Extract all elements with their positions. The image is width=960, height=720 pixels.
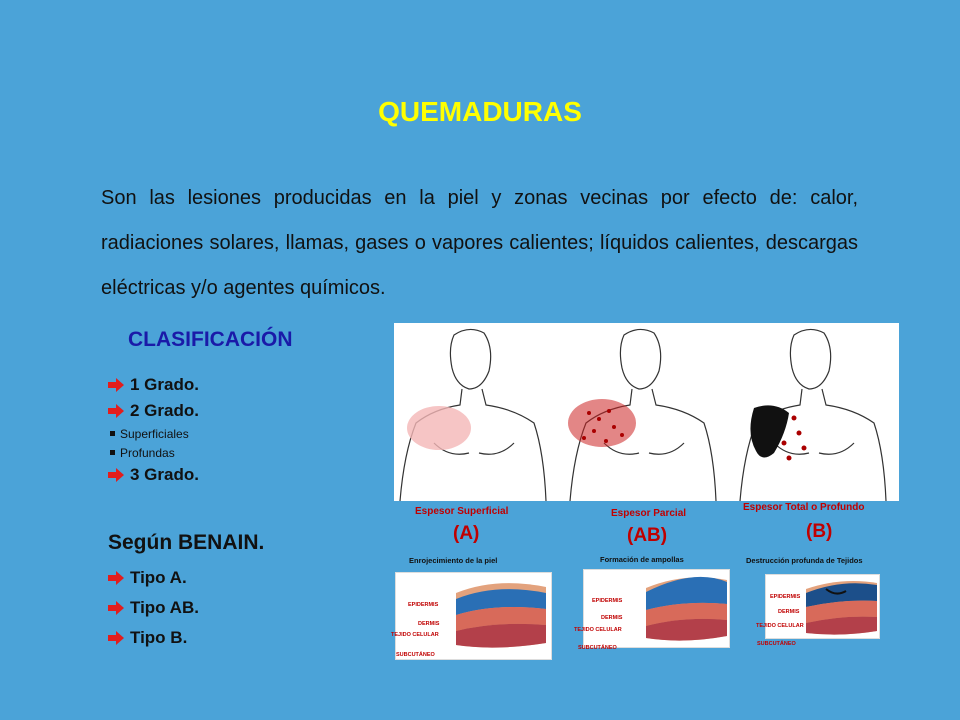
red-arrow-icon — [108, 631, 124, 645]
bullet-icon — [110, 450, 115, 455]
skin-layers-drawing — [584, 570, 729, 647]
sub-item-profundas — [108, 443, 199, 462]
layer-label-tejido-b: TEJIDO CELULAR — [756, 623, 804, 629]
layer-label-epidermis-ab: EPIDERMIS — [592, 598, 623, 604]
red-arrow-icon — [108, 378, 124, 392]
label-desc-b: Destrucción profunda de Tejidos — [746, 556, 863, 565]
label-espesor-parcial: Espesor Parcial — [611, 508, 687, 519]
list-item-label: 1 Grado. — [130, 375, 199, 394]
layer-label-subcutaneo-b: SUBCUTÁNEO — [757, 641, 796, 647]
list-item-label: Tipo A. — [130, 568, 187, 587]
skin-diagram-ab — [583, 569, 730, 648]
layer-label-epidermis-b: EPIDERMIS — [770, 594, 801, 600]
burn-torsos-illustration — [394, 323, 899, 501]
list-item-grado2 — [108, 398, 199, 424]
red-arrow-icon — [108, 601, 124, 615]
layer-label-subcutaneo-ab: SUBCUTÁNEO — [578, 645, 617, 651]
label-desc-a: Enrojecimiento de la piel — [409, 556, 498, 565]
layer-label-epidermis: EPIDERMIS — [408, 602, 439, 608]
sub-item-label: Profundas — [120, 445, 175, 460]
benain-heading: Según BENAIN. — [108, 531, 265, 554]
list-item-label: Tipo AB. — [130, 598, 199, 617]
layer-label-tejido-ab: TEJIDO CELULAR — [574, 627, 622, 633]
benain-list — [108, 563, 199, 653]
skin-diagram-a — [395, 572, 552, 660]
list-item-label: Tipo B. — [130, 628, 188, 647]
red-arrow-icon — [108, 468, 124, 482]
list-item-tipo-ab — [108, 593, 199, 623]
layer-label-subcutaneo: SUBCUTÁNEO — [396, 652, 435, 658]
list-item-tipo-a — [108, 563, 199, 593]
label-code-b: (B) — [806, 521, 833, 542]
list-item-tipo-b — [108, 623, 199, 653]
sub-item-label: Superficiales — [120, 426, 189, 441]
layer-label-dermis-ab: DERMIS — [601, 615, 623, 621]
clasificacion-heading: CLASIFICACIÓN — [128, 328, 293, 351]
layer-label-dermis-b: DERMIS — [778, 609, 800, 615]
label-code-a: (A) — [453, 523, 480, 544]
sub-item-superficiales — [108, 424, 199, 443]
label-espesor-superficial: Espesor Superficial — [415, 506, 509, 517]
torsos-drawing — [394, 323, 899, 501]
label-code-ab: (AB) — [627, 525, 668, 546]
bullet-icon — [110, 431, 115, 436]
list-item-grado3 — [108, 462, 199, 488]
label-espesor-total: Espesor Total o Profundo — [743, 502, 865, 513]
page-title: QUEMADURAS — [378, 96, 582, 127]
red-arrow-icon — [108, 404, 124, 418]
list-item-label: 3 Grado. — [130, 465, 199, 484]
list-item-grado1 — [108, 372, 199, 398]
skin-diagram-b — [765, 574, 880, 639]
layer-label-tejido: TEJIDO CELULAR — [391, 632, 439, 638]
label-desc-ab: Formación de ampollas — [600, 555, 684, 564]
list-item-label: 2 Grado. — [130, 401, 199, 420]
intro-paragraph: Son las lesiones producidas en la piel y zonas vecinas por efecto de: calor, radiaciones solares, llamas, gases o vapores calientes; líquidos calientes, descargas eléctricas y/o agentes químicos. — [101, 187, 858, 299]
layer-label-dermis: DERMIS — [418, 621, 440, 627]
skin-layers-drawing — [396, 573, 551, 659]
red-arrow-icon — [108, 571, 124, 585]
clasificacion-list — [108, 372, 199, 488]
